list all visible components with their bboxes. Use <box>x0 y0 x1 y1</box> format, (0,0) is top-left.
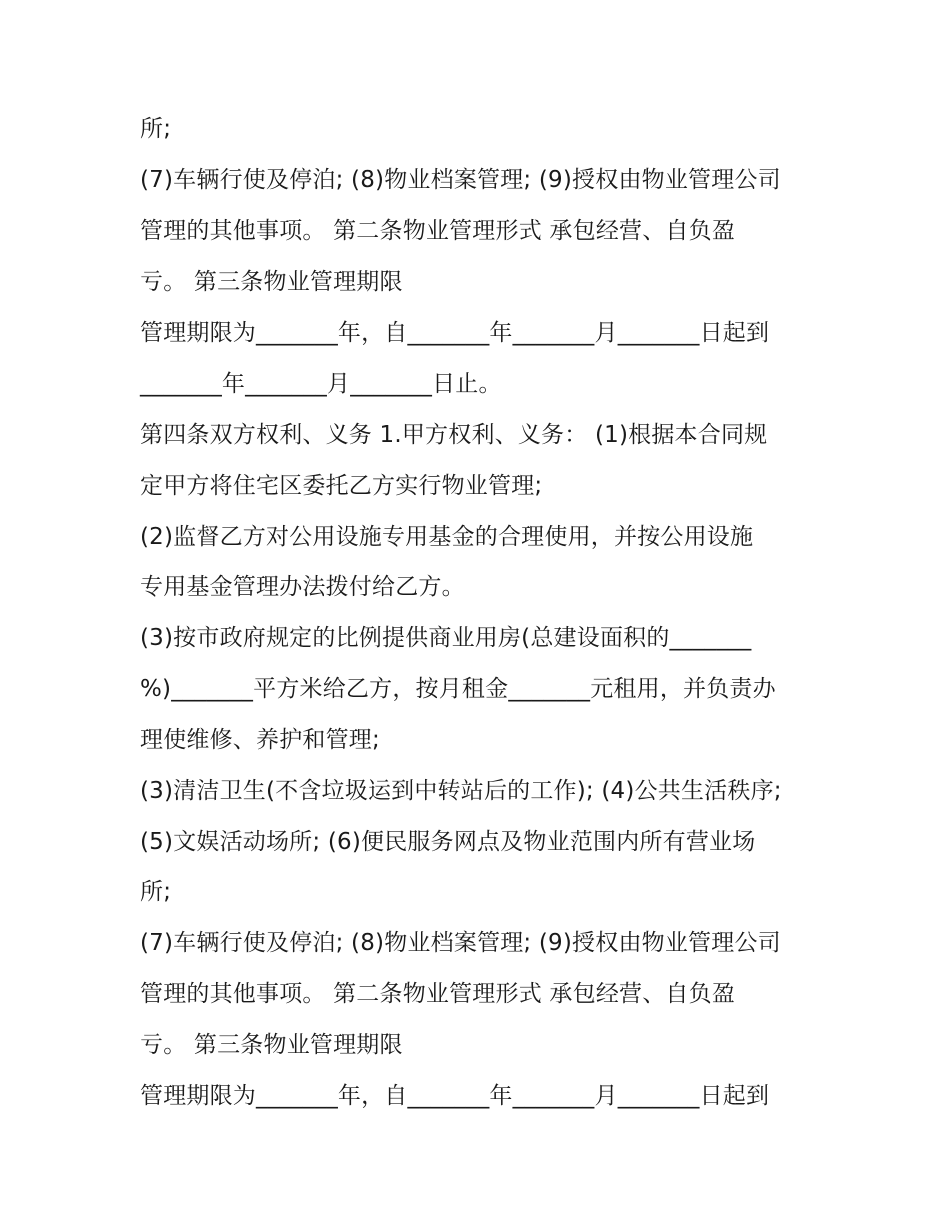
text-line: (3)清洁卫生(不含垃圾运到中转站后的工作); (4)公共生活秩序; <box>140 778 782 804</box>
text-line: 管理的其他事项。 第二条物业管理形式 承包经营、自负盈 <box>140 981 736 1007</box>
text-line: _______年_______月_______日止。 <box>140 371 502 397</box>
text-line: (7)车辆行使及停泊; (8)物业档案管理; (9)授权由物业管理公司 <box>140 167 781 193</box>
text-line: 专用基金管理办法拨付给乙方。 <box>140 574 465 600</box>
text-line: (5)文娱活动场所; (6)便民服务网点及物业范围内所有营业场 <box>140 829 756 855</box>
text-line: 亏。 第三条物业管理期限 <box>140 269 403 295</box>
text-line: 定甲方将住宅区委托乙方实行物业管理; <box>140 473 543 499</box>
text-line: (2)监督乙方对公用设施专用基金的合理使用，并按公用设施 <box>140 524 754 550</box>
text-line: 所; <box>140 116 172 142</box>
text-line: 理使维修、养护和管理; <box>140 727 380 753</box>
text-line: %)_______平方米给乙方，按月租金_______元租用，并负责办 <box>140 676 776 702</box>
text-line: (7)车辆行使及停泊; (8)物业档案管理; (9)授权由物业管理公司 <box>140 930 781 956</box>
text-line: 管理的其他事项。 第二条物业管理形式 承包经营、自负盈 <box>140 218 736 244</box>
text-line: 所; <box>140 879 172 905</box>
text-line: 第四条双方权利、义务 1.甲方权利、义务： (1)根据本合同规 <box>140 422 768 448</box>
text-line: 管理期限为_______年，自_______年_______月_______日起到 <box>140 320 770 346</box>
text-line: 亏。 第三条物业管理期限 <box>140 1032 403 1058</box>
text-line: (3)按市政府规定的比例提供商业用房(总建设面积的_______ <box>140 625 752 651</box>
text-line: 管理期限为_______年，自_______年_______月_______日起到 <box>140 1083 770 1109</box>
